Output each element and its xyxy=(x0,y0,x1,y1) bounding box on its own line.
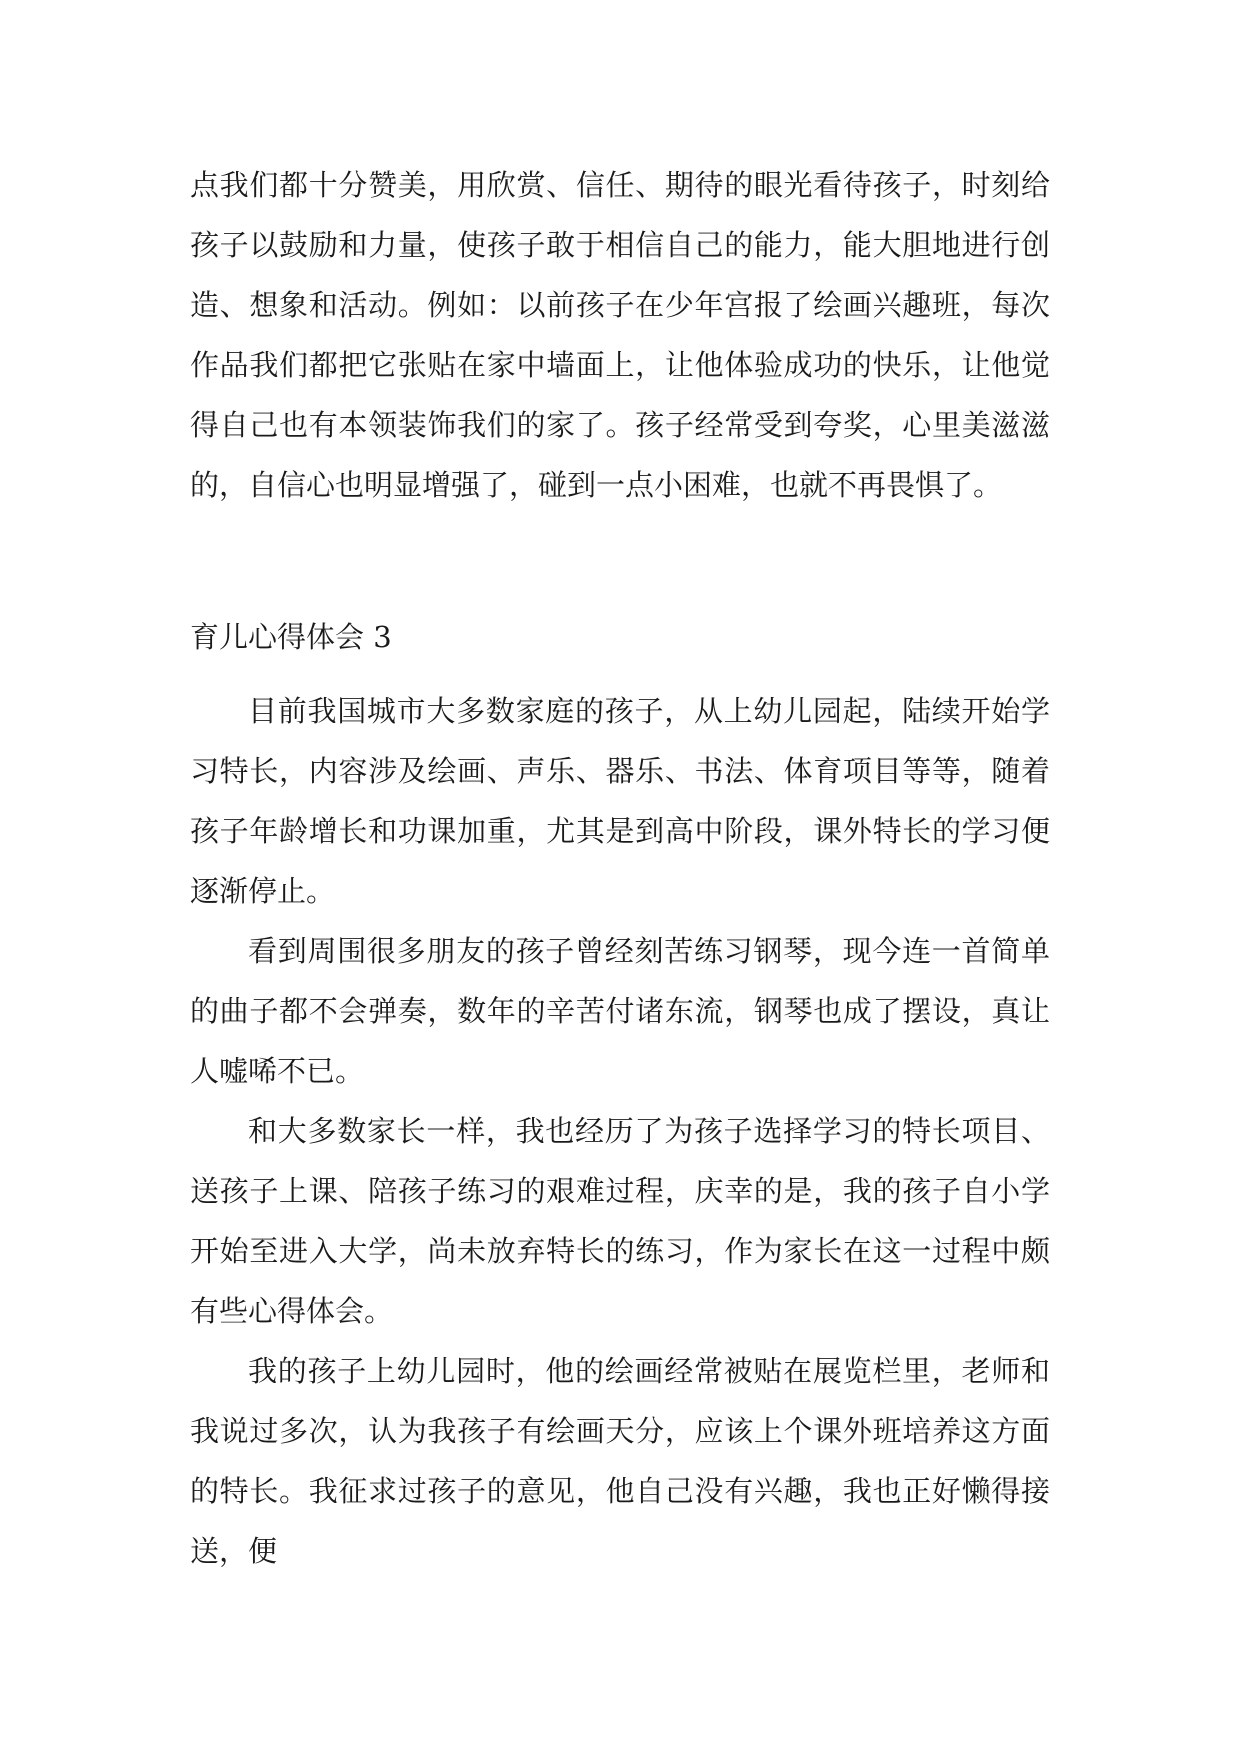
body-paragraph: 我的孩子上幼儿园时，他的绘画经常被贴在展览栏里，老师和我说过多次，认为我孩子有绘画天分，应该上个课外班培养这方面的特长。我征求过孩子的意见，他自己没有兴趣，我也正好懒得接送，便 xyxy=(190,1354,1050,1568)
body-paragraph: 目前我国城市大多数家庭的孩子，从上幼儿园起，陆续开始学习特长，内容涉及绘画、声乐、器乐、书法、体育项目等等，随着孩子年龄增长和功课加重，尤其是到高中阶段，课外特长的学习便逐渐停止。 xyxy=(190,694,1050,908)
continued-paragraph: 点我们都十分赞美，用欣赏、信任、期待的眼光看待孩子，时刻给孩子以鼓励和力量，使孩子敢于相信自己的能力，能大胆地进行创造、想象和活动。例如：以前孩子在少年宫报了绘画兴趣班，每次作品我们都把它张贴在家中墙面上，让他体验成功的快乐，让他觉得自己也有本领装饰我们的家了。孩子经常受到夸奖，心里美滋滋的，自信心也明显增强了，碰到一点小困难，也就不再畏惧了。 xyxy=(190,168,1050,502)
section-title: 育儿心得体会 3 xyxy=(190,620,392,654)
body-paragraph: 看到周围很多朋友的孩子曾经刻苦练习钢琴，现今连一首简单的曲子都不会弹奏，数年的辛苦付诸东流，钢琴也成了摆设，真让人嘘唏不已。 xyxy=(190,934,1050,1088)
body-paragraph: 和大多数家长一样，我也经历了为孩子选择学习的特长项目、送孩子上课、陪孩子练习的艰难过程，庆幸的是，我的孩子自小学开始至进入大学，尚未放弃特长的练习，作为家长在这一过程中颇有些心得体会。 xyxy=(190,1114,1050,1328)
continued-text-block xyxy=(190,155,1050,515)
section-body xyxy=(190,681,1050,1581)
